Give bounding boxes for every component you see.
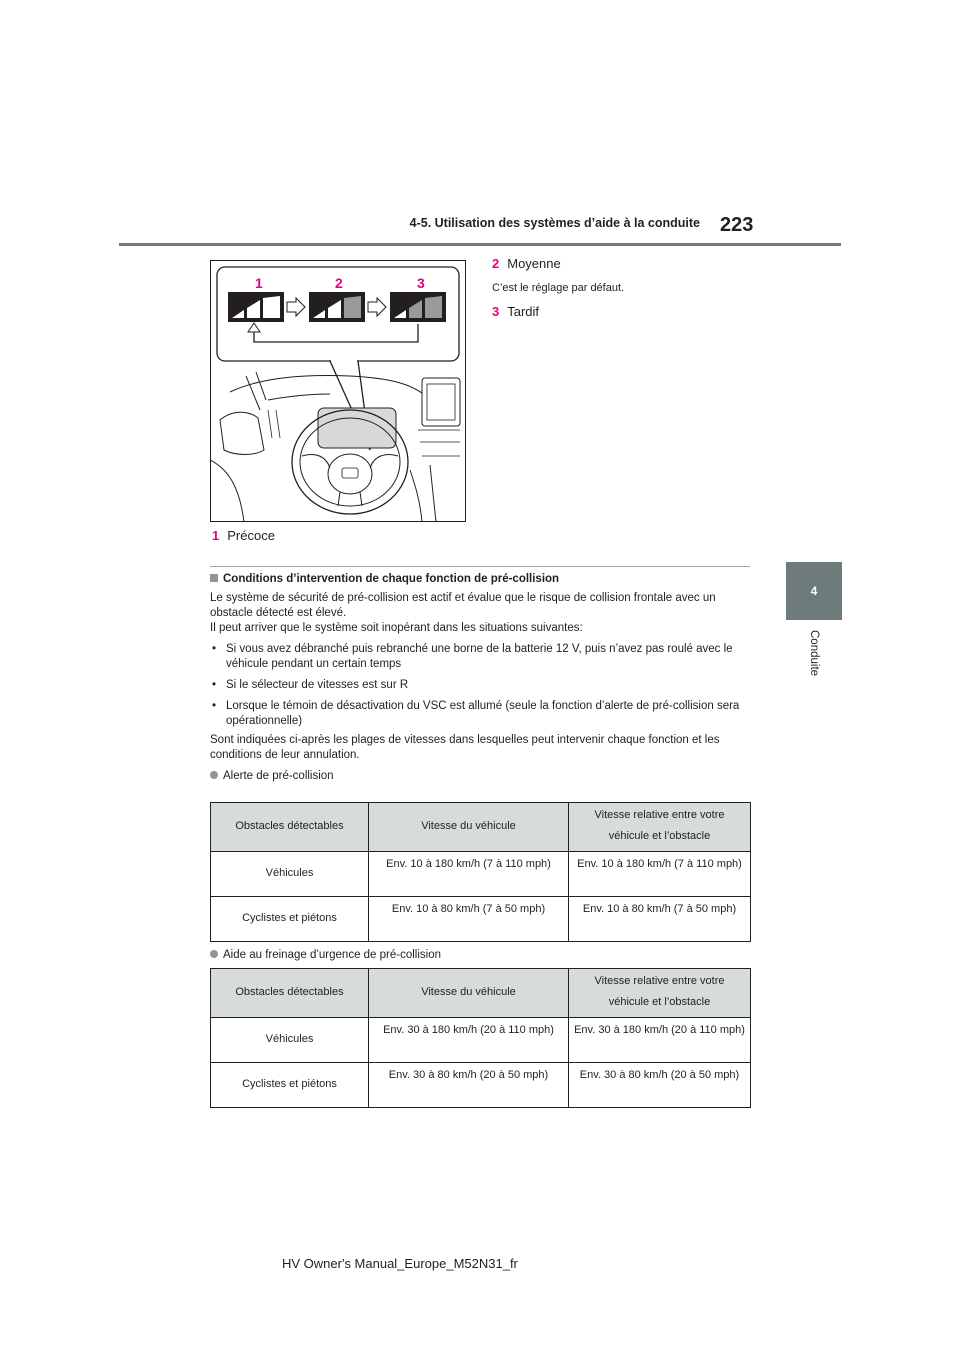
table-cell: Env. 30 à 80 km/h (20 à 50 mph) xyxy=(369,1063,569,1108)
column-header: Obstacles détectables xyxy=(211,803,369,852)
list-item: • Lorsque le témoin de désactivation du VSC est allumé (seule la fonction d’alerte de pré-collision sera opérationnelle) xyxy=(212,700,740,727)
item-number: 3 xyxy=(492,304,500,319)
table-cell: Env. 10 à 180 km/h (7 à 110 mph) xyxy=(369,852,569,897)
section-body xyxy=(210,572,750,784)
table-header-row xyxy=(211,969,751,1018)
section-divider xyxy=(210,566,750,567)
table-caption: Alerte de pré-collision xyxy=(210,769,750,784)
paragraph: Sont indiquées ci-après les plages de vitesses dans lesquelles peut intervenir chaque fonction et les conditions de leur annulation. xyxy=(210,734,720,761)
timing-item-2 xyxy=(492,256,561,271)
table-cell: Cyclistes et piétons xyxy=(211,1063,369,1108)
illustration-label-3: 3 xyxy=(417,275,425,291)
table-cell: Env. 30 à 180 km/h (20 à 110 mph) xyxy=(369,1018,569,1063)
footer-text: HV Owner's Manual_Europe_M52N31_fr xyxy=(282,1256,518,1271)
paragraph: Il peut arriver que le système soit inopérant dans les situations suivantes: xyxy=(210,622,583,634)
column-header: Vitesse relative entre votre véhicule et l’obstacle xyxy=(569,969,751,1018)
item-note: C’est le réglage par défaut. xyxy=(492,282,625,294)
timing-item-3 xyxy=(492,304,539,319)
list-item: • Si le sélecteur de vitesses est sur R xyxy=(212,679,409,691)
table-row xyxy=(211,897,751,942)
illustration-label-1: 1 xyxy=(255,275,263,291)
pre-collision-warning-table xyxy=(210,802,751,942)
table-row xyxy=(211,1063,751,1108)
table-cell: Cyclistes et piétons xyxy=(211,897,369,942)
timing-item-1 xyxy=(212,528,275,543)
table-cell: Env. 10 à 180 km/h (7 à 110 mph) xyxy=(569,852,751,897)
paragraph: Le système de sécurité de pré-collision est actif et évalue que le risque de collision frontale avec un obstacle détecté est élevé. xyxy=(210,592,716,619)
page-number: 223 xyxy=(720,214,754,236)
pre-collision-brake-assist-table xyxy=(210,968,751,1108)
chapter-label: Conduite xyxy=(808,630,820,677)
illustration-label-2: 2 xyxy=(335,275,343,291)
table-row xyxy=(211,852,751,897)
item-number: 1 xyxy=(212,528,220,543)
table-cell: Env. 10 à 80 km/h (7 à 50 mph) xyxy=(569,897,751,942)
header-divider xyxy=(119,243,841,246)
pre-collision-timing-setting-illustration xyxy=(210,260,466,522)
square-bullet-icon xyxy=(210,574,218,582)
column-header: Vitesse du véhicule xyxy=(369,969,569,1018)
column-header: Obstacles détectables xyxy=(211,969,369,1018)
table-cell: Env. 30 à 80 km/h (20 à 50 mph) xyxy=(569,1063,751,1108)
column-header: Vitesse du véhicule xyxy=(369,803,569,852)
item-label: Moyenne xyxy=(507,256,561,271)
table-header-row xyxy=(211,803,751,852)
column-header: Vitesse relative entre votre véhicule et l’obstacle xyxy=(569,803,751,852)
section-title: 4-5. Utilisation des systèmes d’aide à la conduite xyxy=(409,216,700,230)
table-cell: Véhicules xyxy=(211,1018,369,1063)
list-item: • Si vous avez débranché puis rebranché une borne de la batterie 12 V, puis n’avez pas roulé avec le véhicule pendant un certain temps xyxy=(212,643,733,670)
chapter-tab[interactable]: 4 xyxy=(786,562,842,620)
item-label: Tardif xyxy=(507,304,540,319)
table-caption: Aide au freinage d’urgence de pré-collision xyxy=(210,948,441,963)
item-label: Précoce xyxy=(227,528,275,543)
table-cell: Env. 30 à 180 km/h (20 à 110 mph) xyxy=(569,1018,751,1063)
section-heading: Conditions d’intervention de chaque fonction de pré-collision xyxy=(210,572,750,587)
table-cell: Véhicules xyxy=(211,852,369,897)
circle-bullet-icon xyxy=(210,771,218,779)
circle-bullet-icon xyxy=(210,950,218,958)
table-row xyxy=(211,1018,751,1063)
table-cell: Env. 10 à 80 km/h (7 à 50 mph) xyxy=(369,897,569,942)
item-number: 2 xyxy=(492,256,500,271)
